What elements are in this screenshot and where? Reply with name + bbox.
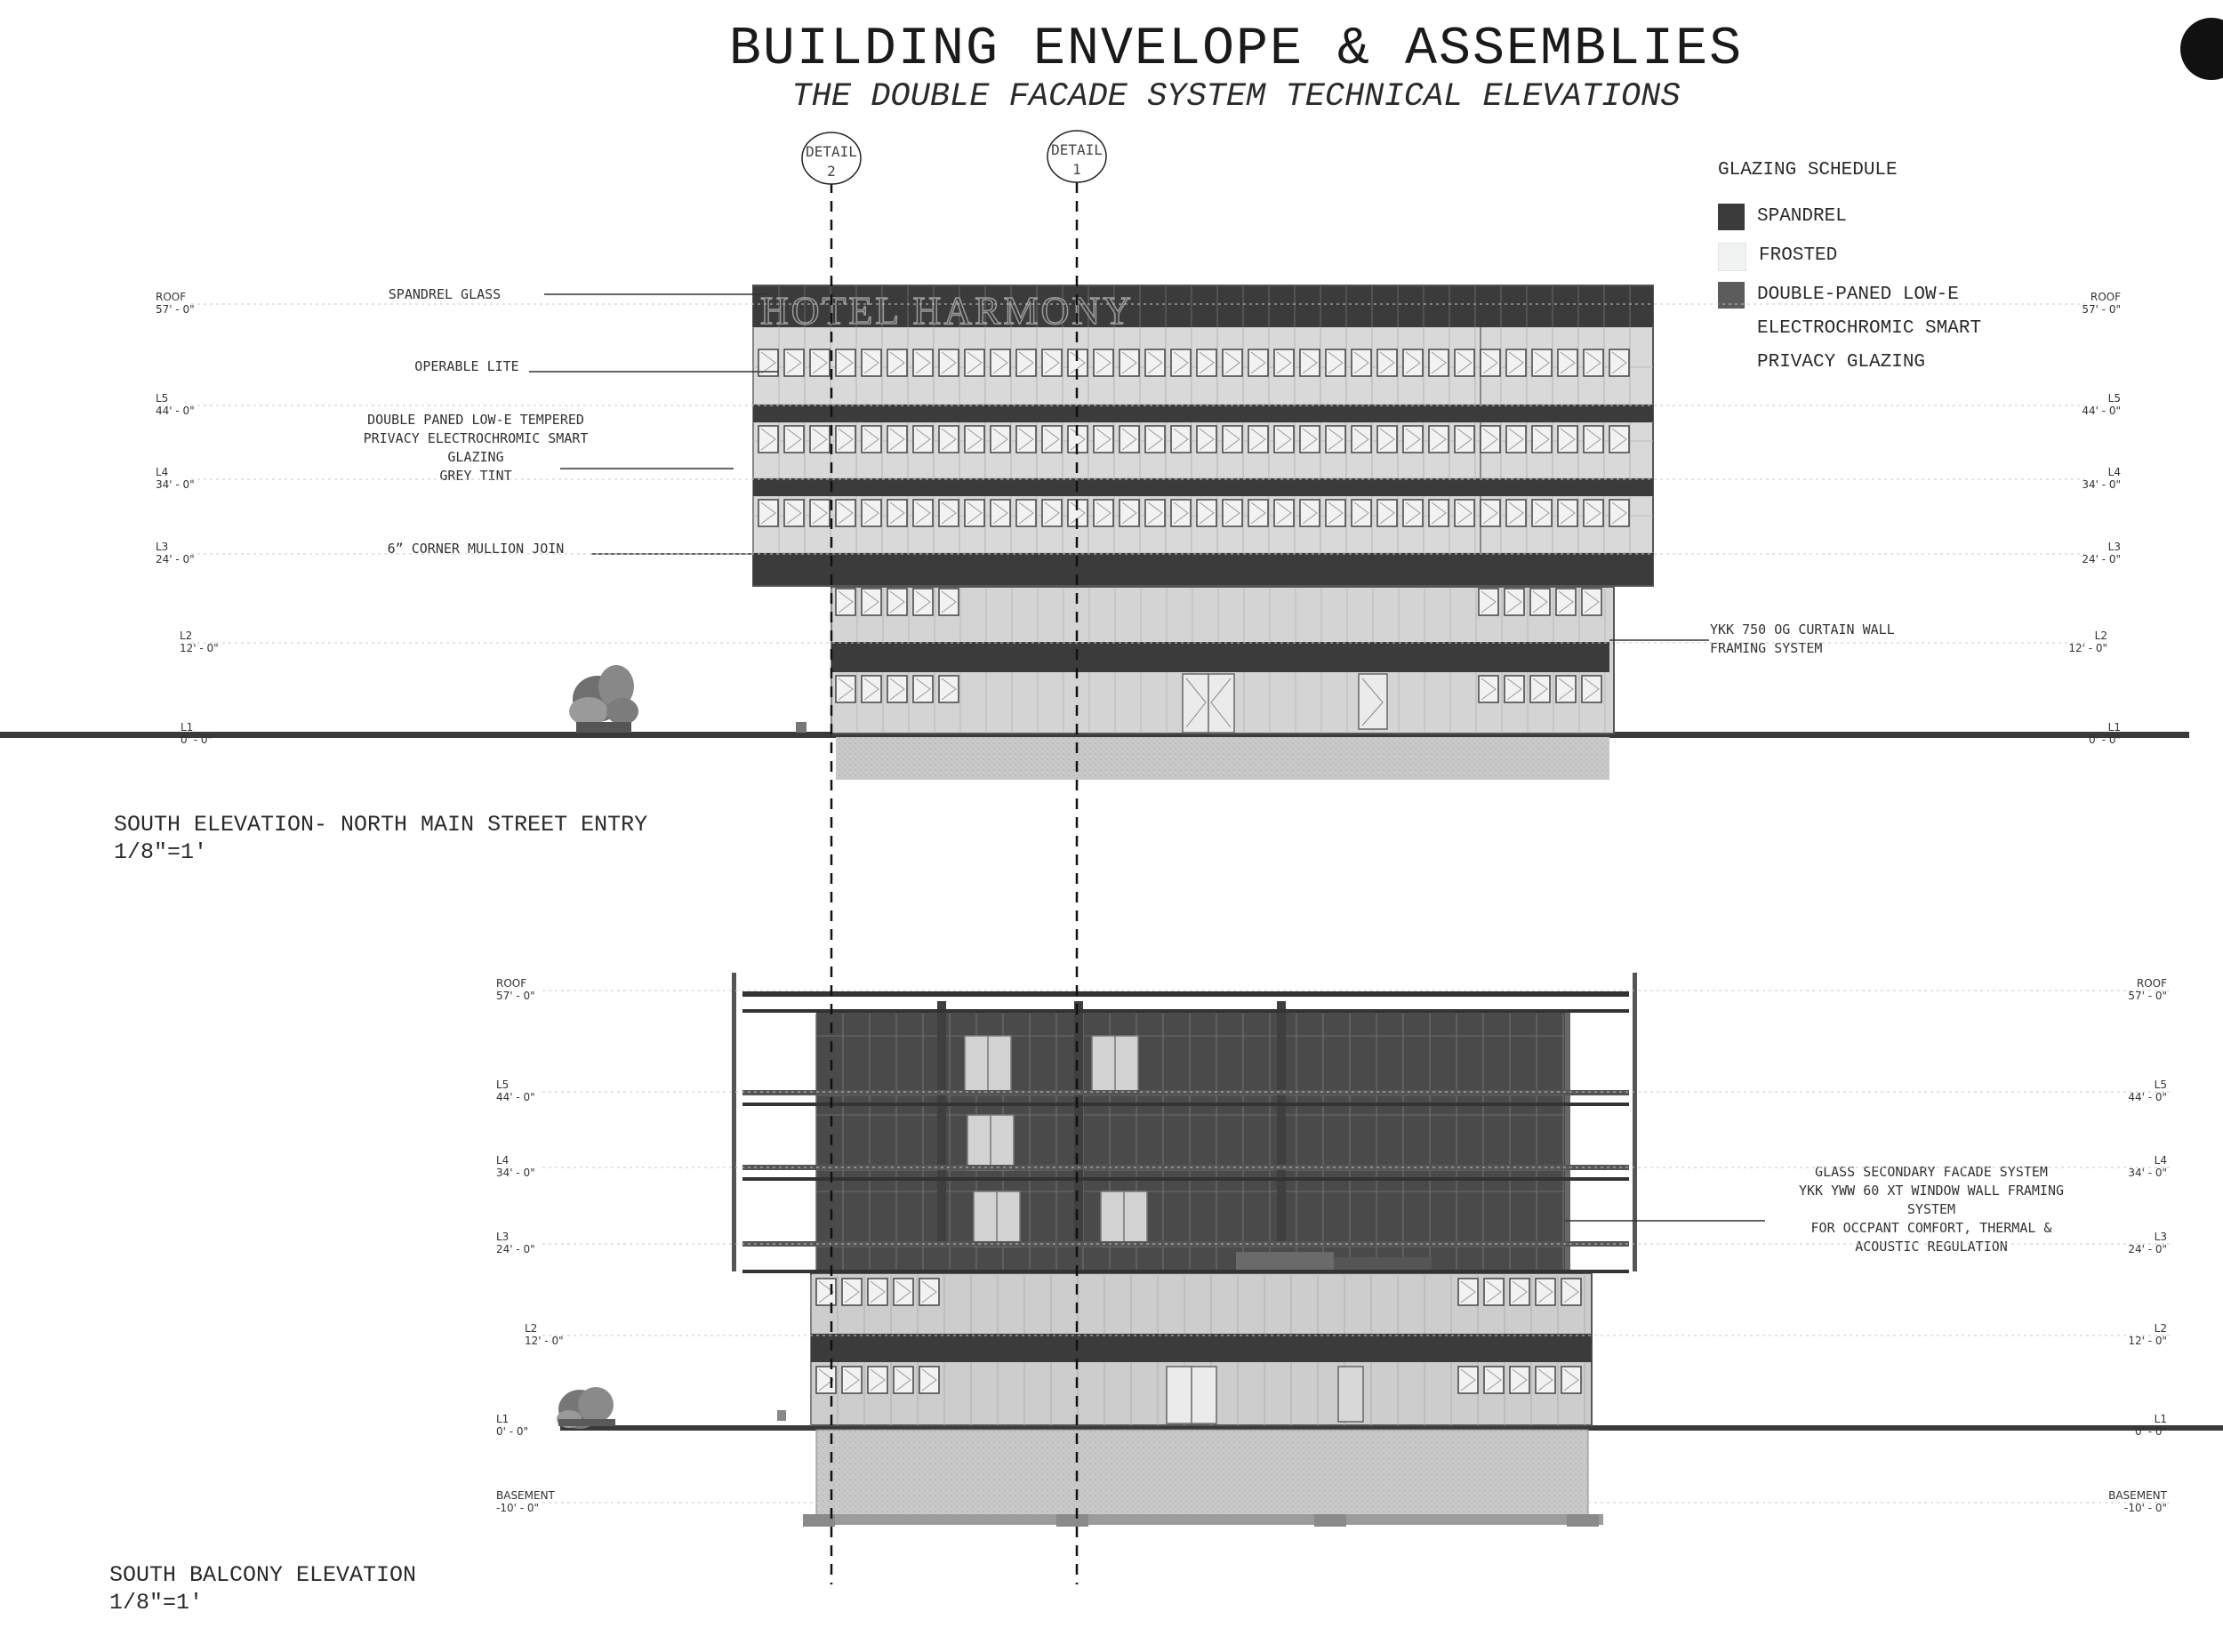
level-roof-elevation: 57' - 0": [2082, 303, 2121, 316]
level-l2-name: L2: [2154, 1322, 2167, 1335]
level-l1-elevation: 0' - 0": [496, 1425, 529, 1438]
detail-2-label: DETAIL: [806, 143, 857, 160]
level-l1-name: L1: [2154, 1413, 2167, 1425]
annotation-double-paned-1: DOUBLE PANED LOW-E TEMPERED: [367, 412, 584, 428]
level-l1-elevation: 0' - 0": [2088, 734, 2121, 746]
legend-title: GLAZING SCHEDULE: [1718, 160, 1898, 180]
detail-1-number: 1: [1072, 161, 1081, 178]
detail-1-label: DETAIL: [1051, 141, 1103, 158]
south-elevation: [0, 285, 2189, 780]
level-roof-name: ROOF: [2136, 977, 2167, 990]
sheet-title: BUILDING ENVELOPE & ASSEMBLIES: [728, 20, 1744, 80]
annotation-spandrel-glass: SPANDREL GLASS: [388, 286, 502, 302]
level-l3-elevation: 24' - 0": [156, 553, 195, 565]
view-title: SOUTH ELEVATION- NORTH MAIN STREET ENTRY: [114, 812, 648, 838]
level-roof-name: ROOF: [2090, 291, 2121, 303]
level-l1-elevation: 0' - 0": [181, 734, 213, 746]
level-l5-name: L5: [496, 1079, 510, 1091]
level-l4-name: L4: [2154, 1154, 2167, 1167]
annotation-curtain-wall-2: FRAMING SYSTEM: [1710, 640, 1823, 656]
hotel-signage: HOTEL HARMONY: [760, 289, 1134, 333]
facade-column: [937, 1001, 946, 1245]
foundation: [836, 737, 1609, 780]
level-basement-elevation: -10' - 0": [496, 1502, 540, 1514]
basement-foundation: [816, 1430, 1588, 1524]
spandrel-band: [811, 1334, 1592, 1362]
footing: [1567, 1514, 1599, 1527]
level-l3-elevation: 24' - 0": [2128, 1243, 2167, 1255]
annotation-operable-lite: OPERABLE LITE: [414, 358, 519, 374]
bollard: [796, 722, 807, 733]
level-roof-name: ROOF: [496, 977, 527, 990]
facade-edge-post: [1633, 973, 1637, 1271]
annotation-secondary-facade-2: YKK YWW 60 XT WINDOW WALL FRAMING: [1798, 1183, 2065, 1199]
level-l1-name: L1: [2107, 721, 2121, 734]
spandrel-band: [753, 478, 1653, 496]
level-l4-elevation: 34' - 0": [496, 1167, 535, 1179]
inner-facade: [816, 1012, 1570, 1273]
view-title: SOUTH BALCONY ELEVATION: [109, 1562, 417, 1588]
level-roof-elevation: 57' - 0": [496, 990, 535, 1002]
sheet-subtitle: THE DOUBLE FACADE SYSTEM TECHNICAL ELEVATIONS: [791, 78, 1681, 116]
level-l2-name: L2: [525, 1322, 538, 1335]
level-l3-name: L3: [496, 1231, 510, 1243]
facade-edge-post: [732, 973, 736, 1271]
legend-label: SPANDREL: [1757, 206, 1847, 227]
footing: [1314, 1514, 1346, 1527]
level-l5-name: L5: [2154, 1079, 2167, 1091]
level-basement-name: BASEMENT: [2108, 1489, 2167, 1502]
spandrel-band: [831, 642, 1609, 672]
legend-label: DOUBLE-PANED LOW-E ELECTROCHROMIC SMART PRIVACY GLAZING: [1757, 285, 1982, 373]
annotation-secondary-facade-4: FOR OCCPANT COMFORT, THERMAL &: [1810, 1220, 2052, 1236]
facade-column: [1074, 1001, 1083, 1245]
footing-line: [803, 1514, 1603, 1525]
level-l5-elevation: 44' - 0": [156, 405, 195, 417]
footing: [1056, 1514, 1088, 1527]
annotation-secondary-facade-5: ACOUSTIC REGULATION: [1855, 1239, 2008, 1255]
level-l2-name: L2: [180, 630, 193, 642]
side-door: [1338, 1367, 1363, 1422]
level-l2-elevation: 12' - 0": [2068, 642, 2107, 654]
level-roof-name: ROOF: [156, 291, 187, 303]
level-basement-name: BASEMENT: [496, 1489, 555, 1502]
level-basement-elevation: -10' - 0": [2123, 1502, 2167, 1514]
view-scale: 1/8"=1': [109, 1590, 204, 1616]
footing: [803, 1514, 835, 1527]
level-l3-elevation: 24' - 0": [2082, 553, 2121, 565]
tree-entourage: [557, 1387, 615, 1429]
level-l3-elevation: 24' - 0": [496, 1243, 535, 1255]
annotation-corner-mullion: 6” CORNER MULLION JOIN: [387, 541, 565, 557]
tree-entourage: [569, 665, 638, 733]
level-l4-name: L4: [2107, 466, 2121, 478]
level-l5-elevation: 44' - 0": [2082, 405, 2121, 417]
level-l4-elevation: 34' - 0": [2082, 478, 2121, 491]
level-l2-elevation: 12' - 0": [2128, 1335, 2167, 1347]
level-roof-elevation: 57' - 0": [2128, 990, 2167, 1002]
annotation-secondary-facade-3: SYSTEM: [1906, 1201, 1956, 1217]
level-l2-name: L2: [2094, 630, 2107, 642]
level-l3-name: L3: [2154, 1231, 2167, 1243]
level-l4-name: L4: [156, 466, 169, 478]
level-roof-elevation: 57' - 0": [156, 303, 195, 316]
annotation-curtain-wall-1: YKK 750 OG CURTAIN WALL: [1710, 622, 1895, 638]
side-door: [1359, 674, 1387, 729]
legend-label: FROSTED: [1759, 245, 1838, 266]
level-l5-name: L5: [156, 392, 169, 405]
level-l5-elevation: 44' - 0": [496, 1091, 535, 1103]
facade-column: [1277, 1001, 1286, 1245]
level-l3-name: L3: [156, 541, 169, 553]
level-l5-name: L5: [2107, 392, 2121, 405]
level-l3-name: L3: [2107, 541, 2121, 553]
level-l1-name: L1: [496, 1413, 510, 1425]
annotation-double-paned-4: GREY TINT: [439, 468, 512, 484]
level-l4-name: L4: [496, 1154, 510, 1167]
level-l1-name: L1: [181, 721, 194, 734]
spandrel-band: [753, 405, 1653, 422]
level-l2-elevation: 12' - 0": [525, 1335, 564, 1347]
annotation-secondary-facade-1: GLASS SECONDARY FACADE SYSTEM: [1815, 1164, 2048, 1180]
annotation-double-paned-2: PRIVACY ELECTROCHROMIC SMART: [363, 430, 589, 446]
level-l4-elevation: 34' - 0": [2128, 1167, 2167, 1179]
detail-2-number: 2: [827, 163, 836, 180]
level-l4-elevation: 34' - 0": [156, 478, 195, 491]
level-l2-elevation: 12' - 0": [180, 642, 219, 654]
level-l5-elevation: 44' - 0": [2128, 1091, 2167, 1103]
spandrel-band: [753, 553, 1653, 585]
annotation-double-paned-3: GLAZING: [447, 449, 504, 465]
view-scale: 1/8"=1': [114, 839, 208, 865]
level-l1-elevation: 0' - 0": [2134, 1425, 2167, 1438]
bollard: [777, 1410, 786, 1421]
south-balcony-elevation: [557, 973, 2223, 1527]
